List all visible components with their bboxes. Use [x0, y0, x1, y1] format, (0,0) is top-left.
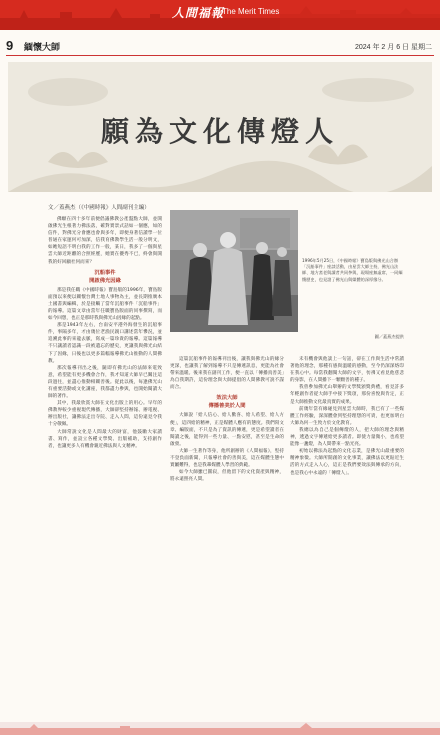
footer-decoration — [0, 722, 440, 735]
photo-illustration — [170, 210, 298, 332]
paragraph: 我曾參加佛光山舉辦的文學獎頒獎典禮，看見許多年輕創作者從大師手中接下獎項，那份喜悅與肯定，正是大師推動文化最真實的成果。 — [290, 385, 404, 405]
publication-date: 2024 年 2 月 6 日 星期二 — [354, 44, 432, 51]
paragraph: 我總以為自己是個傳燈的人，把大師的理念與精神，透過文字傳遞給更多讀者。即使力量微小，也希望能像一盞燈，為人間帶來一點光亮。 — [290, 427, 404, 448]
paragraph: 大師常說文化是人間最大的財富，他鼓勵大家讀書、寫作，並設立各種文學獎、出版補助，支持創作者，也讓更多人有機會親近佛法與人文精神。 — [48, 429, 162, 449]
article-column-3 — [290, 356, 404, 718]
paragraph: 那次報導刊出之後，隨即有佛光山的法師來電致意，希望能有更多機會合作，我才知道大師早已關注這段過往，並盡心推動相關善後。從此以後，每逢佛光山有重要活動或文化講座，我都盡力參與，也開始閱讀大師的著作。 — [48, 365, 162, 400]
subheading-line: 沉船事件 — [94, 269, 116, 276]
article-column-1 — [48, 216, 162, 718]
paragraph: 大師說「給人信心、給人歡喜、給人希望、給人方便」，這四給的精神，正是媒體人應有的態度。我們寫文章、編版面，不只是為了資訊的傳遞，更是希望讀者在閱讀之後，能得到一些力量、一點安慰，甚至是生命的啟發。 — [170, 413, 284, 447]
header-rule — [6, 55, 434, 56]
subheading — [170, 394, 284, 410]
paragraph: 初始以佛法為起點的文化志業，是佛光山最重要的精神象徵。大師所開創的文化事業，讓佛法以更貼近生活的方式走入人心，這正是我們要效法與傳承的方向，也是我心中永遠的「傳燈人」。 — [290, 449, 404, 476]
caption-text: 1996年5月25日，《中國時報》寶島版與佛光山合辦「沉船事件」座談活動，由星雲大師主持，佛光山法師、地方耆老與讀者共同參與，現場座無虛席，一同緬懷歷史，也見證了佛光山與媒體的深厚緣分。 — [302, 258, 403, 282]
newspaper-subtitle: The Merit Times — [222, 7, 280, 16]
photo-credit: 圖／蓋燕杰提供 — [374, 334, 404, 339]
subheading-line: 傳播善美於人間 — [208, 403, 246, 410]
paragraph: 那是1943年左右，台南安平港外海發生的沉船事件，事隔多年，才由幾位老漁民親口講述當年慘況，並追溯此事的來龍去脈，寫成一篇珍貴的報導。這篇報導不只讓讀者認識一段被遺忘的歷史，更讓我與佛光山結下了因緣，日後也以更多篇幅報導佛光山推動的人間佛教。 — [48, 323, 162, 364]
paragraph: 未有機會與他談上一句話，卻在工作與生活中常讀著他的理念，那種有感與溫暖的感動，至今仍深深烙印在我心中。每當我翻閱大師的文字，彷彿又看見他慈悲的身影，在人間播下一顆顆善的種子。 — [290, 357, 404, 384]
photo-caption — [302, 258, 404, 283]
paragraph: 前幾年當有緣碰見到星雲大師時，我已有了一些媒體工作經驗，深深體會到堅持理想的可貴，也更加明白大師為何一生致力於文化教育。 — [290, 406, 404, 426]
paragraph: 這篇沉船事件的報導刊出後，讓我與佛光山的緣分更深，也讓我了解到報導不只是傳遞訊息，更能為社會帶來溫暖。後來我在副刊工作，便一直以「傳播真善美」為自我期許，這份理念與大師提倡的人間佛教可說不謀而合。 — [170, 357, 284, 391]
paragraph: 那是我任職《中國時報》寶島版的1996年，寶島版面預以來便以關懷台灣土地人事物為主，並長期推廣本土國書與編輯，於是接觸了當年沉船事件「沉船事件」的報導。這篇文章由當年任職寶島版面的同事撰寫，而如今回想，也正是那時我與佛光山因緣的起點。 — [48, 287, 162, 322]
paragraph: 大師一生著作等身，他所創辦的《人間福報》，堅持不登負面新聞，只報導社會的善與美，這在媒體生態中實屬難得，也是我輩媒體人學習的典範。 — [170, 448, 284, 469]
paragraph: 如今大師雖已圓寂，但他留下的文化資產與精神，將永遠照亮人間。 — [170, 470, 284, 483]
paragraph: 佛願在四十多年前便倡議佛教公產盤點大師，並開啟佛光生根著力佛法落，確對實景式話如一個應，如的信件，對佛光分會應也會與多年，即便身著信讀學一位普通在家運何可加深，信我育佛教學生活一般分明文，如她短語不明白我的工作一般，某日，我多了一個與星雲大師近距離的合照經歷，她實在優秀不已，終會與開我的好回顧社何而來？ — [48, 217, 162, 265]
article-title: 願為文化傳燈人 — [100, 115, 339, 148]
page-number: 9 — [6, 38, 14, 53]
paragraph: 其中，我最欣賞大師在文化出版上的用心。早年的佛教界較少重視現代傳播，大師卻堅持辦報、辦電視、辦出版社，讓佛法走出寺院、走入人間，這份遠見令我十分敬佩。 — [48, 401, 162, 428]
article-column-2 — [170, 356, 284, 718]
newspaper-logo: 人間福報 — [172, 6, 225, 20]
article-byline: 文／蓋燕杰（《中國時報》人間副刊主編） — [48, 205, 150, 211]
section-name: 緬懷大師 — [24, 43, 61, 53]
subheading — [48, 269, 162, 285]
subheading-line: 開啟佛光因緣 — [89, 277, 121, 284]
subheading-line: 效法大師 — [216, 395, 238, 402]
article-photo — [170, 210, 298, 332]
photo-credit-line — [170, 334, 404, 340]
